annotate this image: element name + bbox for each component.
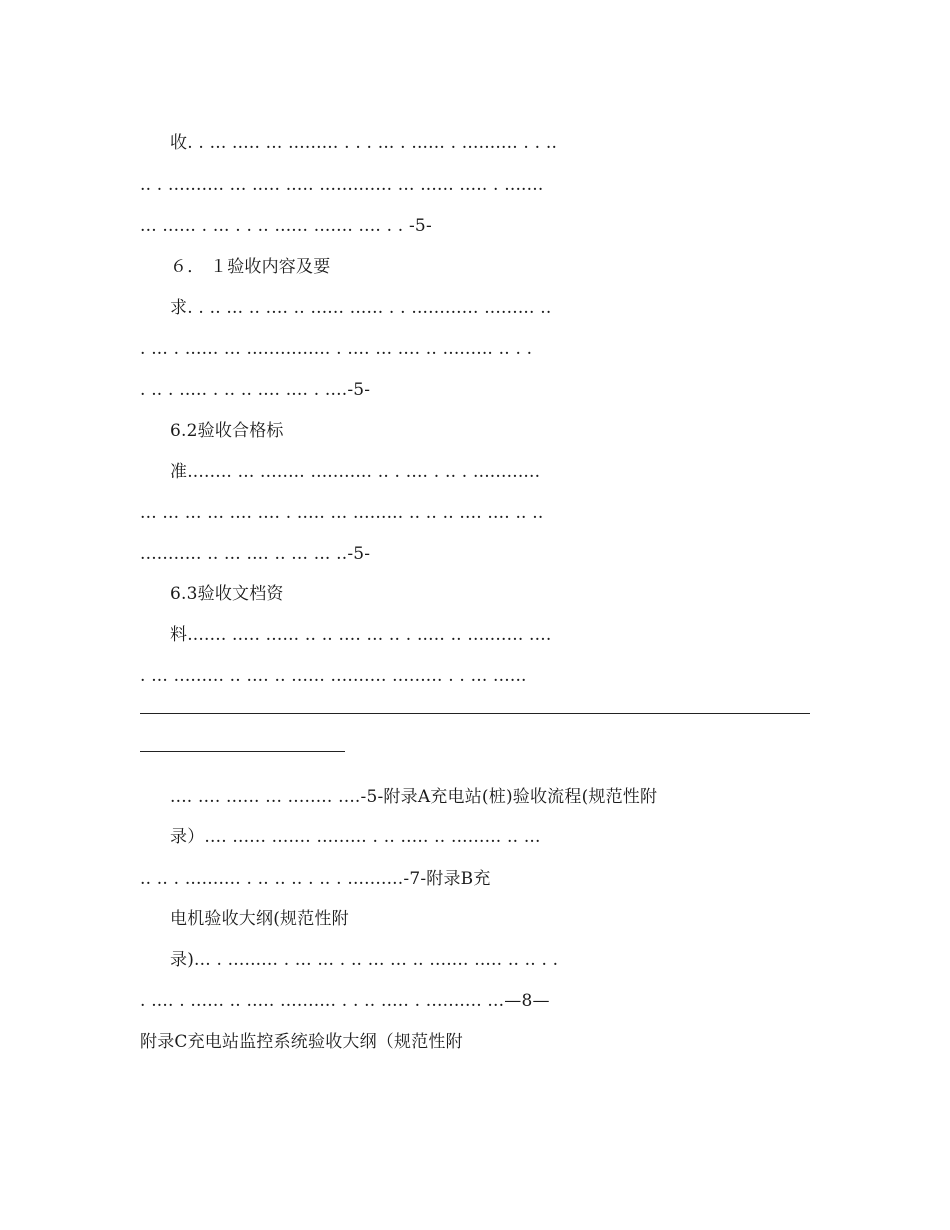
toc-line: ... ... ... ... .... .... . ..... ... ......... .. .. .. .... .... .. .. [140, 503, 544, 523]
toc-line: 录）.... ...... ....... ......... . .. ..... .. ......... .. ... [170, 827, 541, 847]
toc-line: .. . .......... ... ..... ..... ............. ... ...... ..... . ....... [140, 175, 544, 195]
toc-line: .. .. . .......... . .. .. .. . .. . ..........-7-附录B充 [140, 869, 491, 889]
toc-heading: 6.3验收文档资 [170, 584, 284, 604]
toc-heading: 6.2验收合格标 [170, 421, 284, 441]
separator-rule [140, 751, 345, 752]
toc-line: 料....... ..... ...... .. .. .... ... .. . ..... .. .......... .... [170, 625, 552, 645]
toc-heading: 电机验收大纲(规范性附 [170, 909, 349, 929]
toc-line: . .... . ...... .. ..... .......... . . .. ..... . .......... ...—8— [140, 991, 550, 1011]
toc-line: ... ...... . ... . . .. ...... ....... .... . . -5- [140, 216, 432, 236]
toc-line: . .. . ..... . .. .. .... .... . ....-5- [140, 380, 371, 400]
toc-line: .... .... ...... ... ........ ....-5-附录A充电站(桩)验收流程(规范性附 [170, 787, 658, 807]
separator-rule [140, 713, 810, 714]
toc-line: 准........ ... ........ ........... .. . .... . .. . ............ [170, 462, 541, 482]
toc-line: 收. . ... ..... ... ......... . . . ... . ...... . .......... . . .. [170, 133, 558, 153]
toc-heading: 附录C充电站监控系统验收大纲（规范性附 [140, 1032, 463, 1052]
toc-line: . ... ......... .. .... .. ...... .......... ......... . . ... ...... [140, 666, 527, 686]
toc-line: ........... .. ... .... .. ... ... ..-5- [140, 544, 371, 564]
toc-line: 求. . .. ... .. .... .. ...... ...... . . ............ ......... .. [170, 298, 552, 318]
toc-line: . ... . ...... ... ............... . .... ... .... .. ......... .. . . [140, 339, 533, 359]
toc-line: 录)... . ......... . ... ... . .. ... ... .. ....... ..... .. .. . . [170, 950, 559, 970]
toc-heading: ６． １验收内容及要 [170, 257, 331, 277]
